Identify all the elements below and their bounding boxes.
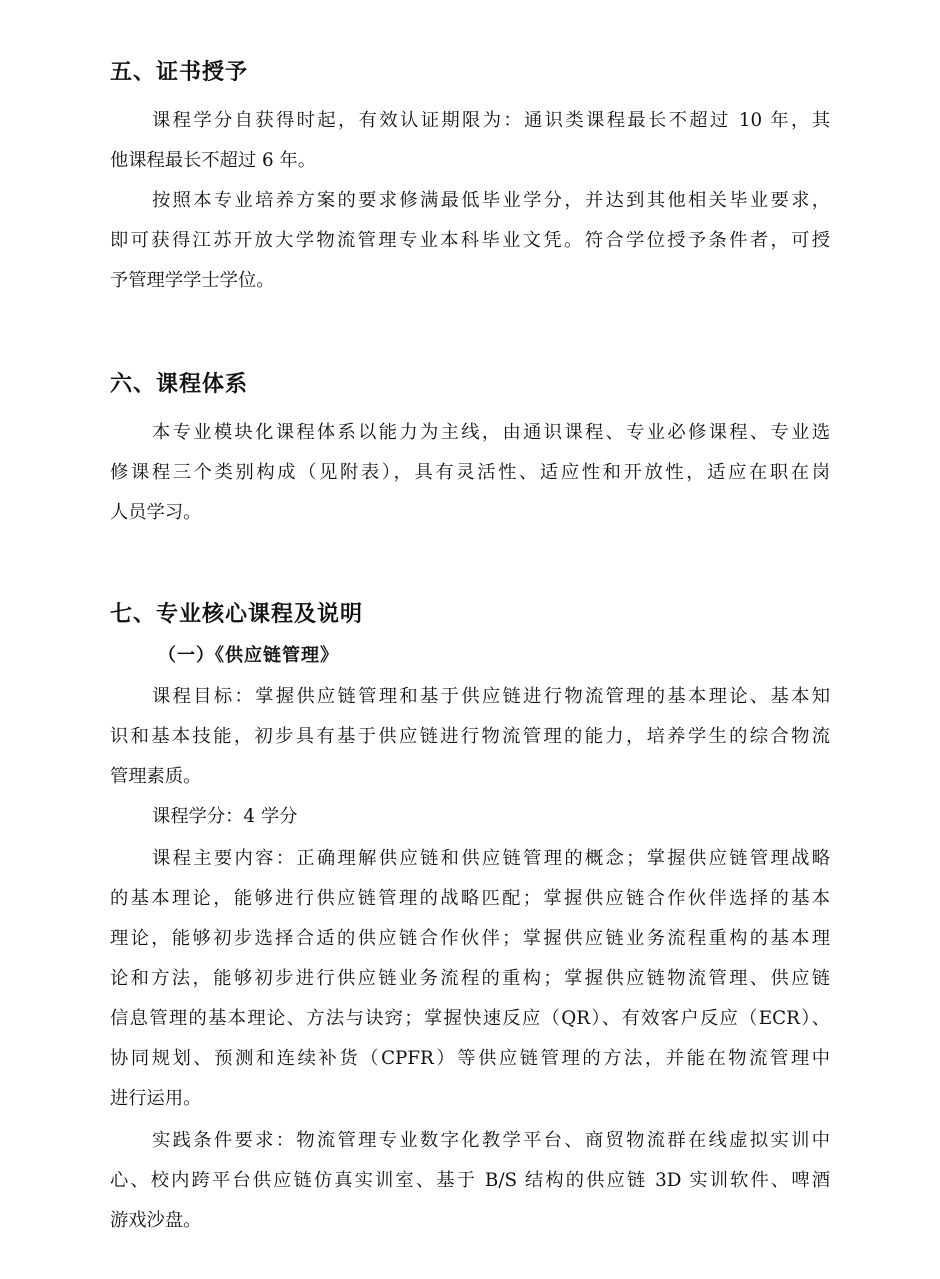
paragraph-line: 进行运用。: [110, 1088, 202, 1109]
paragraph-line: 管理素质。: [110, 766, 202, 787]
paragraph-line: 修课程三个类别构成（见附表），具有灵活性、适应性和开放性，适应在职在岗: [110, 462, 830, 483]
paragraph-line: 课程目标：掌握供应链管理和基于供应链进行物流管理的基本理论、基本知: [152, 686, 830, 707]
paragraph-line: 按照本专业培养方案的要求修满最低毕业学分，并达到其他相关毕业要求，: [152, 190, 830, 211]
paragraph-line: 课程主要内容：正确理解供应链和供应链管理的概念；掌握供应链管理战略: [152, 848, 830, 869]
course-credit: 课程学分：4 学分: [152, 806, 298, 827]
paragraph-line: 即可获得江苏开放大学物流管理专业本科毕业文凭。符合学位授予条件者，可授: [110, 230, 830, 251]
paragraph-line: 识和基本技能，初步具有基于供应链进行物流管理的能力，培养学生的综合物流: [110, 726, 830, 747]
paragraph-line: 人员学习。: [110, 502, 202, 523]
paragraph-line: 的基本理论，能够进行供应链管理的战略匹配；掌握供应链合作伙伴选择的基本: [110, 888, 830, 909]
paragraph-line: 理论，能够初步选择合适的供应链合作伙伴；掌握供应链业务流程重构的基本理: [110, 928, 830, 949]
paragraph-line: 课程学分自获得时起，有效认证期限为：通识类课程最长不超过 10 年，其: [152, 110, 830, 131]
paragraph-line: 论和方法，能够初步进行供应链业务流程的重构；掌握供应链物流管理、供应链: [110, 968, 830, 989]
section-heading-curriculum: 六、课程体系: [110, 372, 249, 397]
course-title: （一）《供应链管理》: [158, 645, 339, 666]
paragraph-line: 实践条件要求：物流管理专业数字化教学平台、商贸物流群在线虚拟实训中: [152, 1130, 830, 1151]
paragraph-line: 他课程最长不超过 6 年。: [110, 150, 317, 171]
section-heading-core-courses: 七、专业核心课程及说明: [110, 602, 364, 627]
paragraph-line: 游戏沙盘。: [110, 1210, 202, 1231]
paragraph-line: 信息管理的基本理论、方法与诀窍；掌握快速反应（QR）、有效客户反应（ECR）、: [110, 1008, 830, 1029]
paragraph-line: 心、校内跨平台供应链仿真实训室、基于 B/S 结构的供应链 3D 实训软件、啤酒: [110, 1170, 830, 1191]
section-heading-certificate: 五、证书授予: [110, 60, 249, 85]
paragraph-line: 予管理学学士学位。: [110, 270, 275, 291]
paragraph-line: 本专业模块化课程体系以能力为主线，由通识课程、专业必修课程、专业选: [152, 422, 830, 443]
paragraph-line: 协同规划、预测和连续补货（CPFR）等供应链管理的方法，并能在物流管理中: [110, 1048, 830, 1069]
